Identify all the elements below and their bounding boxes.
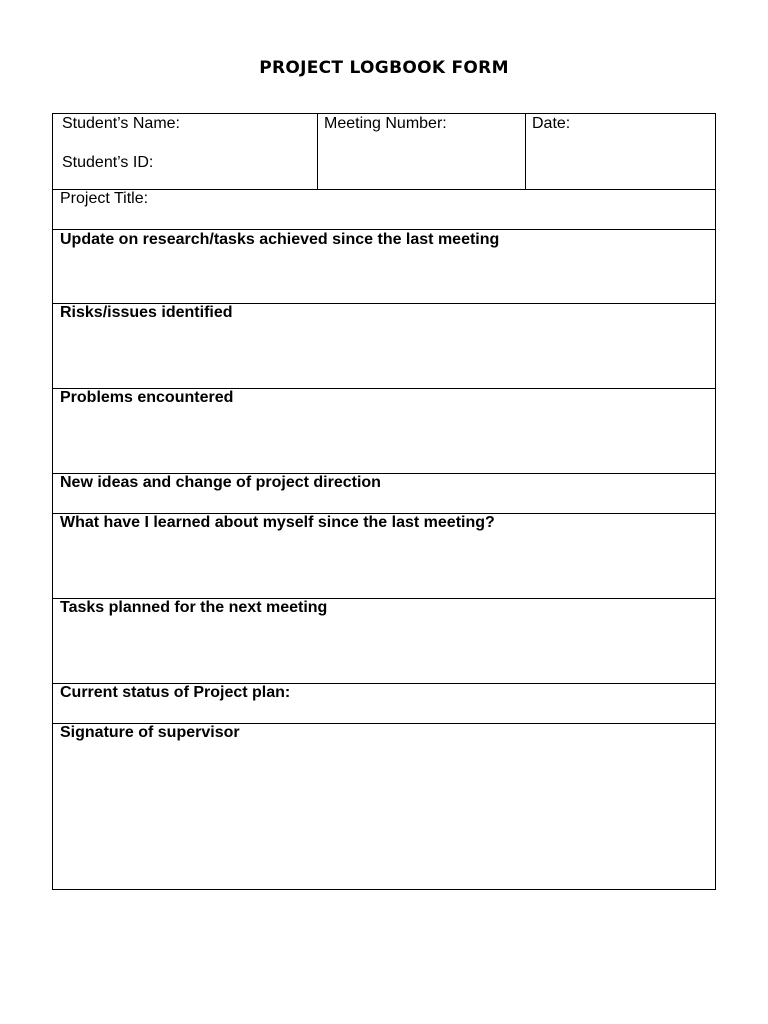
update-section[interactable] xyxy=(53,230,715,304)
student-id-label: Student’s ID: xyxy=(62,154,154,171)
form-title: PROJECT LOGBOOK FORM xyxy=(259,58,509,78)
new-ideas-section-label: New ideas and change of project direction xyxy=(60,474,381,491)
student-info-cell[interactable] xyxy=(53,114,318,189)
problems-section-label: Problems encountered xyxy=(60,389,234,406)
current-status-section[interactable] xyxy=(53,684,715,724)
project-title-row[interactable] xyxy=(53,190,715,230)
logbook-form-table xyxy=(52,113,716,890)
header-row xyxy=(53,114,715,190)
project-title-label: Project Title: xyxy=(60,190,149,207)
current-status-section-label: Current status of Project plan: xyxy=(60,684,291,701)
problems-section[interactable] xyxy=(53,389,715,474)
date-label: Date: xyxy=(532,115,571,132)
tasks-planned-section[interactable] xyxy=(53,599,715,684)
meeting-number-label: Meeting Number: xyxy=(324,115,447,132)
new-ideas-section[interactable] xyxy=(53,474,715,514)
update-section-label: Update on research/tasks achieved since the last meeting xyxy=(60,231,500,248)
date-cell[interactable] xyxy=(526,114,715,189)
student-name-label: Student’s Name: xyxy=(62,115,180,132)
meeting-number-cell[interactable] xyxy=(318,114,526,189)
tasks-planned-section-label: Tasks planned for the next meeting xyxy=(60,599,328,616)
learned-section-label: What have I learned about myself since the last meeting? xyxy=(60,514,495,531)
learned-section[interactable] xyxy=(53,514,715,599)
risks-section[interactable] xyxy=(53,304,715,389)
signature-section-label: Signature of supervisor xyxy=(60,724,240,741)
signature-section[interactable] xyxy=(53,724,715,889)
risks-section-label: Risks/issues identified xyxy=(60,304,233,321)
